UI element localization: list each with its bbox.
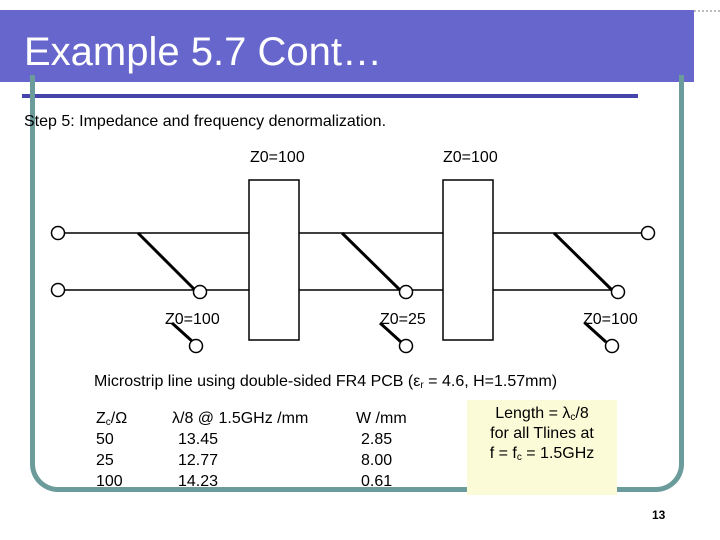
cell-width: 0.61 [361, 473, 393, 490]
cell-impedance: 50 [96, 431, 114, 448]
length-note [467, 400, 617, 495]
circuit-diagram [40, 140, 680, 360]
note-line-1: Length = $\lambda_c/8$ [495, 405, 589, 423]
stub-label-1: Z0=100 [165, 311, 220, 328]
step-text: Step 5: Impedance and frequency denormalization. [24, 113, 387, 130]
stub-1-end [190, 340, 203, 353]
series-line-2 [443, 180, 493, 340]
cell-impedance: 25 [96, 452, 114, 469]
header-width: W /mm [356, 410, 407, 427]
column-impedance [96, 408, 127, 492]
stub-label-2: Z0=25 [380, 311, 426, 328]
slide-title: Example 5.7 Cont… [24, 30, 382, 74]
stub-3-switch [554, 233, 612, 290]
note-line-2: for all Tlines at [490, 425, 594, 442]
stub-1-node [194, 286, 207, 299]
page-number: 13 [652, 508, 666, 522]
stub-2-switch [342, 233, 400, 290]
stub-2-end [400, 340, 413, 353]
header-length: λ/8 @ 1.5GHz /mm [172, 410, 309, 427]
port-in-bottom [52, 284, 65, 297]
series-line-1 [249, 180, 299, 340]
column-length [172, 408, 308, 492]
stub-label-3: Z0=100 [583, 311, 638, 328]
note-line-3: $f = f_c = 1.5GHz$ [489, 445, 595, 463]
cell-length: 14.23 [178, 473, 219, 490]
cell-width: 8.00 [361, 452, 393, 469]
series-label-1: Z0=100 [250, 149, 305, 166]
header-impedance: $Z_c/\Omega$ [96, 410, 128, 428]
stub-3-end [606, 340, 619, 353]
cell-length: 13.45 [178, 431, 219, 448]
cell-width: 2.85 [361, 431, 393, 448]
port-in-top [52, 227, 65, 240]
stub-2-node [400, 286, 413, 299]
port-out-bottom [612, 286, 625, 299]
pcb-caption: Microstrip line using double-sided FR4 PCB ($\varepsilon_r = 4.6$, H=1.57mm) [94, 373, 558, 391]
cell-impedance: 100 [96, 473, 123, 490]
series-label-2: Z0=100 [443, 149, 498, 166]
port-out-top [642, 227, 655, 240]
stub-1-switch [138, 233, 195, 290]
title-bar-decoration [694, 10, 720, 22]
column-width [356, 408, 407, 492]
cell-length: 12.77 [178, 452, 219, 469]
